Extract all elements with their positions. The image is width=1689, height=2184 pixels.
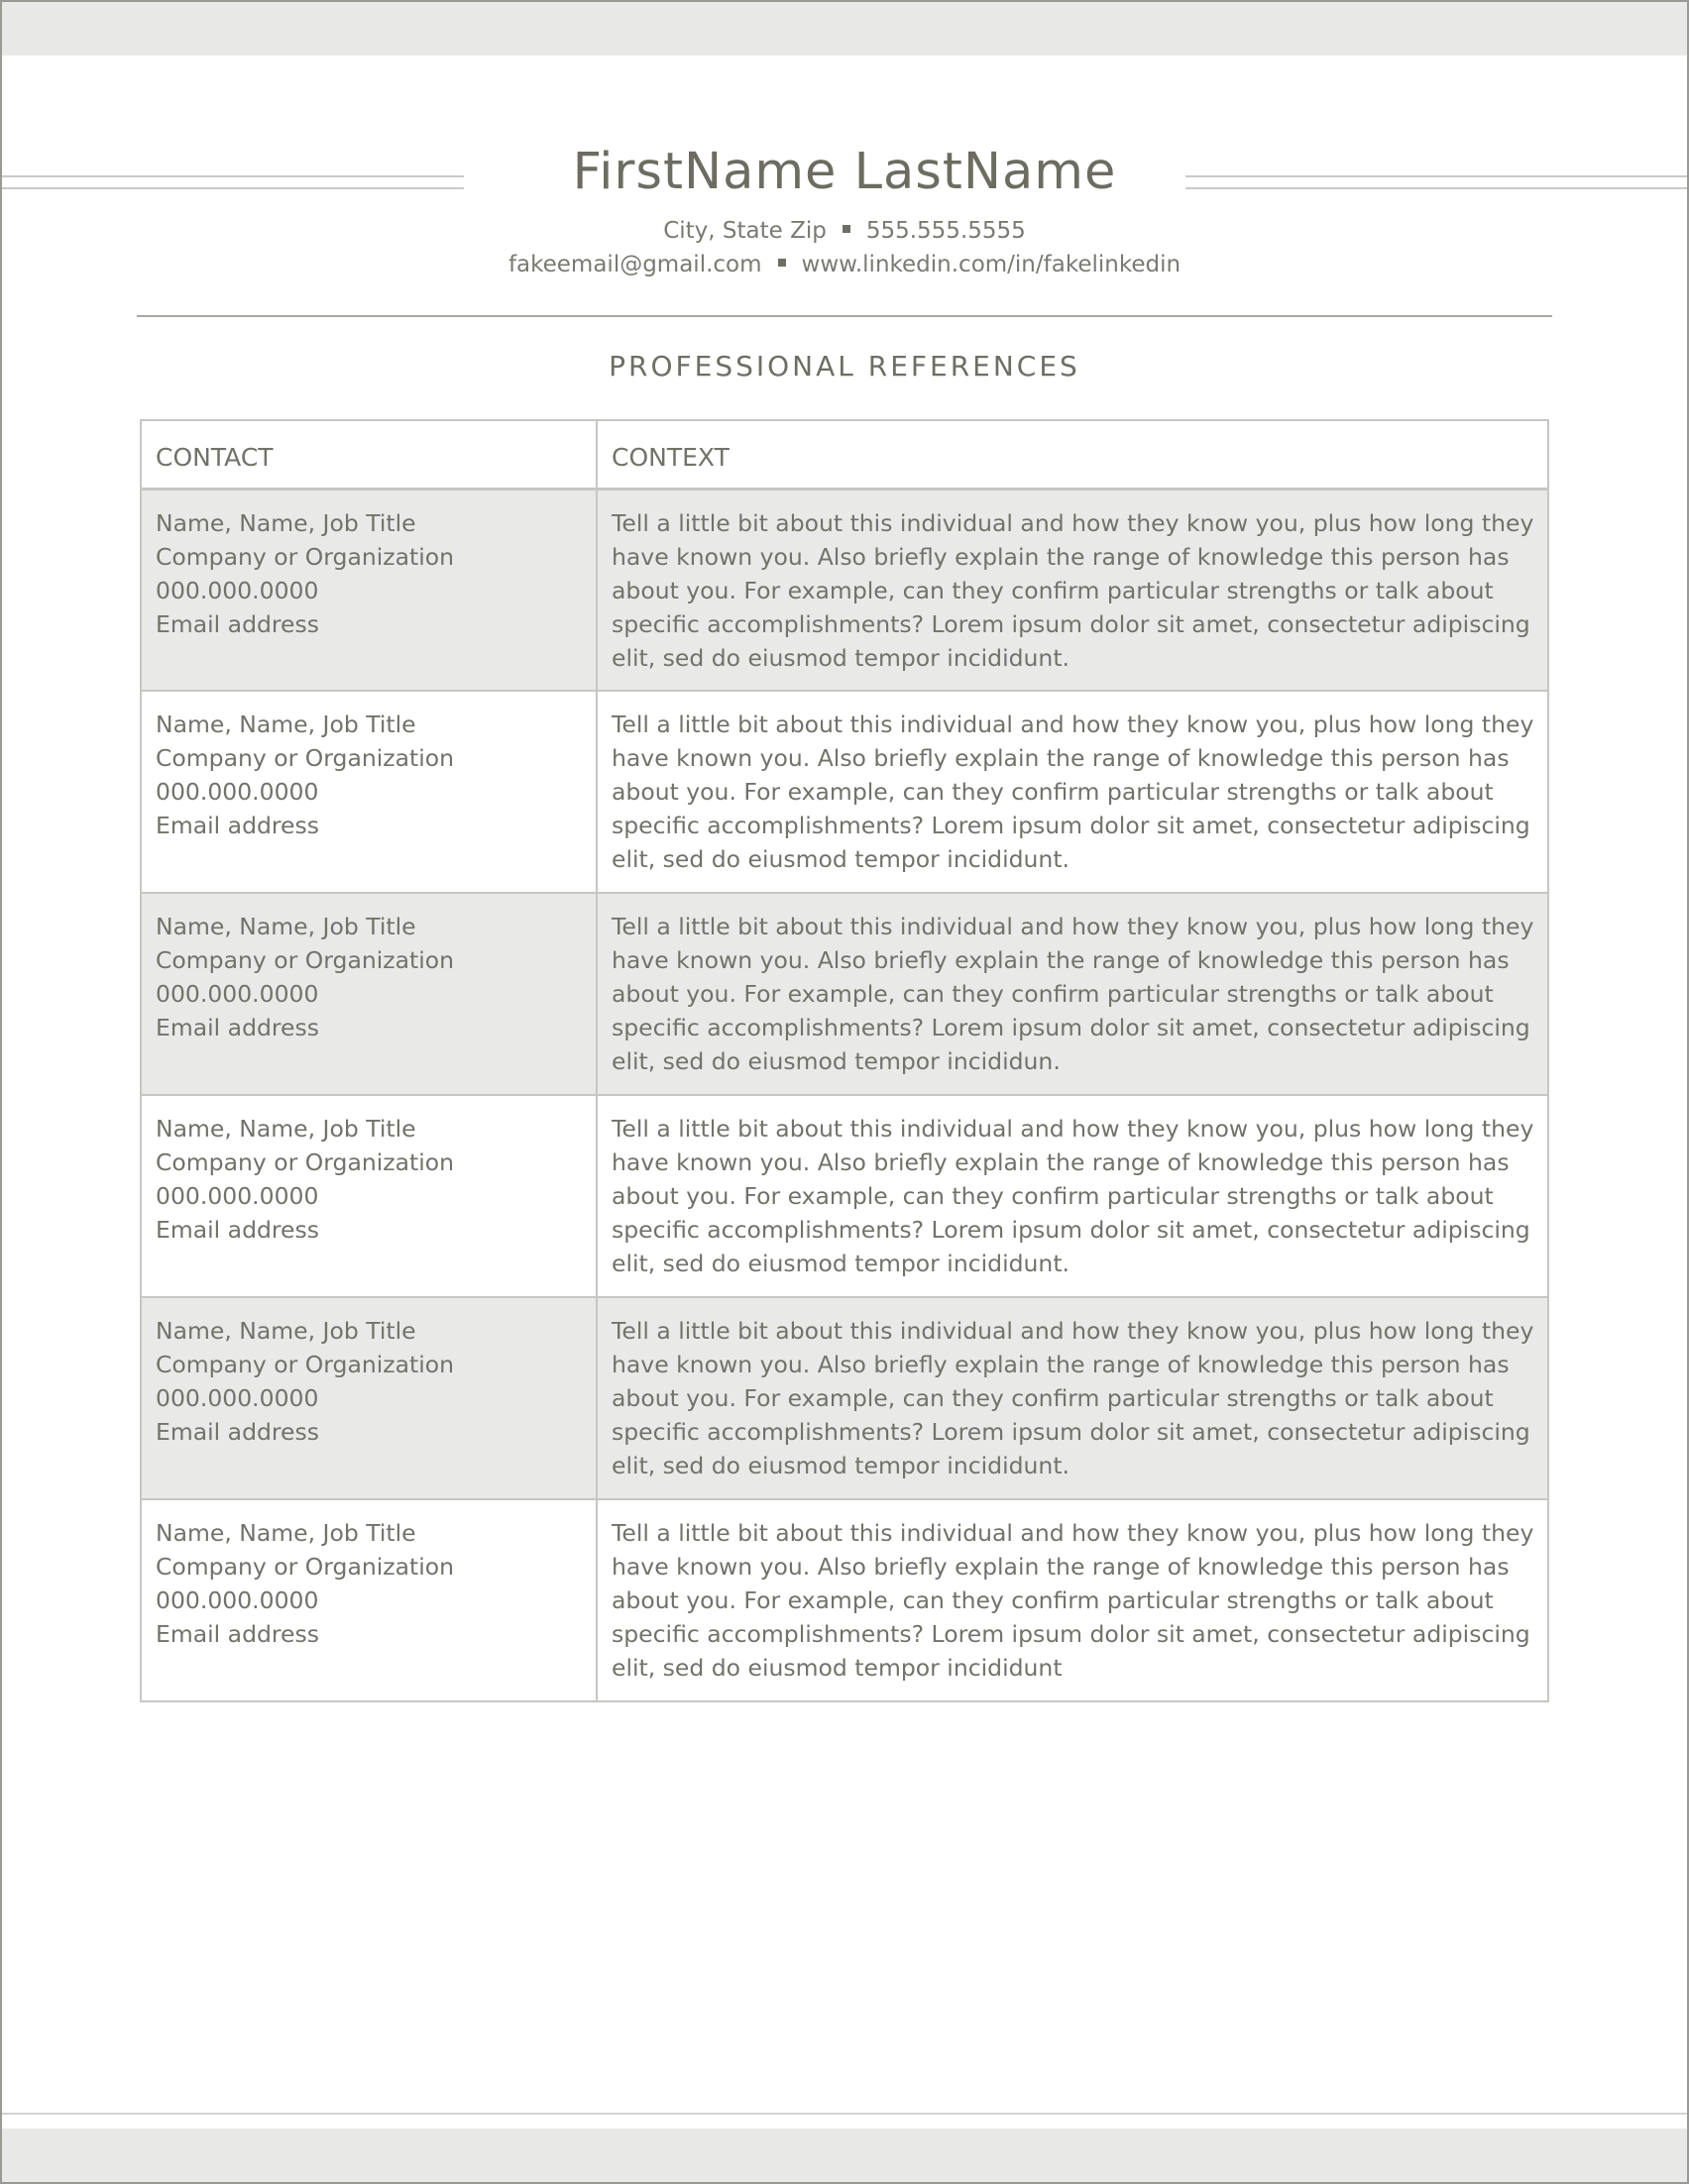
separator-square-icon [778,259,786,267]
context-line: have known you. Also briefly explain the range of knowledge this person has [612,542,1510,571]
contact-cell [141,1297,597,1499]
table-row [141,691,1548,893]
context-cell [597,1499,1548,1701]
context-line: Tell a little bit about this individual and how they know you, plus how long they [612,913,1534,940]
contact-line: Name, Name, Job Title [156,1317,416,1345]
separator-square-icon [843,225,850,233]
contact-line: Company or Organization [156,946,455,974]
full-name: FirstName LastName [572,143,1117,201]
table-row [141,1095,1548,1297]
contact-line: 000.000.0000 [156,778,319,806]
bottom-band [2,2129,1687,2182]
context-line: about you. For example, can they confirm particular strengths or talk about [612,980,1494,1008]
contact-line: 000.000.0000 [156,1182,319,1210]
context-line: have known you. Also briefly explain the range of knowledge this person has [612,946,1510,974]
context-line: Tell a little bit about this individual and how they know you, plus how long they [612,710,1534,738]
context-line: Tell a little bit about this individual and how they know you, plus how long they [612,508,1534,537]
context-line: Tell a little bit about this individual and how they know you, plus how long they [612,1115,1534,1143]
references-body [141,489,1548,1701]
table-row [141,893,1548,1095]
context-cell [597,489,1548,691]
section-title: PROFESSIONAL REFERENCES [609,350,1080,382]
context-line: specific accomplishments? Lorem ipsum dolor sit amet, consectetur adipiscing [612,1418,1530,1446]
references-table [140,419,1549,1702]
context-cell [597,691,1548,893]
context-line: elit, sed do eiusmod tempor incididunt. [612,845,1070,873]
context-line: about you. For example, can they confirm particular strengths or talk about [612,576,1494,604]
contact-cell [141,489,597,691]
city-state-zip: City, State Zip [663,218,827,244]
contact-line: Email address [156,609,319,638]
contact-line: Company or Organization [156,1148,455,1176]
context-line: specific accomplishments? Lorem ipsum dolor sit amet, consectetur adipiscing [612,812,1530,839]
contact-line: Company or Organization [156,542,455,571]
contact-cell [141,691,597,893]
context-line: elit, sed do eiusmod tempor incididunt. [612,1452,1070,1479]
column-header-contact: CONTACT [141,420,597,489]
contact-line: Name, Name, Job Title [156,913,416,940]
table-row [141,1297,1548,1499]
contact-line-email-linkedin [0,249,1689,280]
email-address: fakeemail@gmail.com [507,252,762,277]
context-line: elit, sed do eiusmod tempor incididunt. [612,1250,1070,1277]
contact-cell [141,1499,597,1701]
contact-line: Email address [156,812,319,839]
context-line: elit, sed do eiusmod tempor incididun. [612,1047,1061,1075]
context-line: about you. For example, can they confirm particular strengths or talk about [612,1384,1494,1412]
context-line: elit, sed do eiusmod tempor incididunt. [612,643,1070,672]
bottom-band-line [2,2113,1687,2115]
contact-line: 000.000.0000 [156,980,319,1008]
contact-line: 000.000.0000 [156,576,319,604]
linkedin-url: www.linkedin.com/in/fakelinkedin [801,252,1182,277]
contact-line: Name, Name, Job Title [156,710,416,738]
context-line: have known you. Also briefly explain the range of knowledge this person has [612,1553,1510,1581]
contact-line: 000.000.0000 [156,1586,319,1614]
contact-line: Name, Name, Job Title [156,1519,416,1547]
contact-line: Name, Name, Job Title [156,508,416,537]
table-row [141,489,1548,691]
context-line: specific accomplishments? Lorem ipsum dolor sit amet, consectetur adipiscing [612,1014,1530,1041]
top-band [2,2,1687,55]
header-divider [137,315,1552,317]
context-line: about you. For example, can they confirm particular strengths or talk about [612,1586,1494,1614]
contact-line-location-phone [0,215,1689,247]
context-line: have known you. Also briefly explain the range of knowledge this person has [612,744,1510,772]
context-cell [597,893,1548,1095]
context-line: have known you. Also briefly explain the range of knowledge this person has [612,1148,1510,1176]
table-row [141,1499,1548,1701]
contact-line: Email address [156,1216,319,1244]
contact-line: Company or Organization [156,1351,455,1378]
contact-line: Email address [156,1014,319,1041]
context-line: about you. For example, can they confirm particular strengths or talk about [612,778,1494,806]
context-line: about you. For example, can they confirm particular strengths or talk about [612,1182,1494,1210]
phone-number: 555.555.5555 [865,218,1026,244]
contact-line: Company or Organization [156,1553,455,1581]
context-line: elit, sed do eiusmod tempor incididunt [612,1654,1063,1682]
context-line: specific accomplishments? Lorem ipsum dolor sit amet, consectetur adipiscing [612,609,1530,638]
context-line: specific accomplishments? Lorem ipsum dolor sit amet, consectetur adipiscing [612,1216,1530,1244]
table-header-row [141,420,1548,489]
context-line: Tell a little bit about this individual and how they know you, plus how long they [612,1317,1534,1345]
context-cell [597,1297,1548,1499]
context-line: specific accomplishments? Lorem ipsum dolor sit amet, consectetur adipiscing [612,1620,1530,1648]
contact-cell [141,893,597,1095]
contact-line: Email address [156,1418,319,1446]
contact-line: Company or Organization [156,744,455,772]
context-line: Tell a little bit about this individual and how they know you, plus how long they [612,1519,1534,1547]
contact-line: Name, Name, Job Title [156,1115,416,1143]
contact-cell [141,1095,597,1297]
context-line: have known you. Also briefly explain the range of knowledge this person has [612,1351,1510,1378]
contact-line: 000.000.0000 [156,1384,319,1412]
column-header-context: CONTEXT [597,420,1548,489]
contact-line: Email address [156,1620,319,1648]
context-cell [597,1095,1548,1297]
